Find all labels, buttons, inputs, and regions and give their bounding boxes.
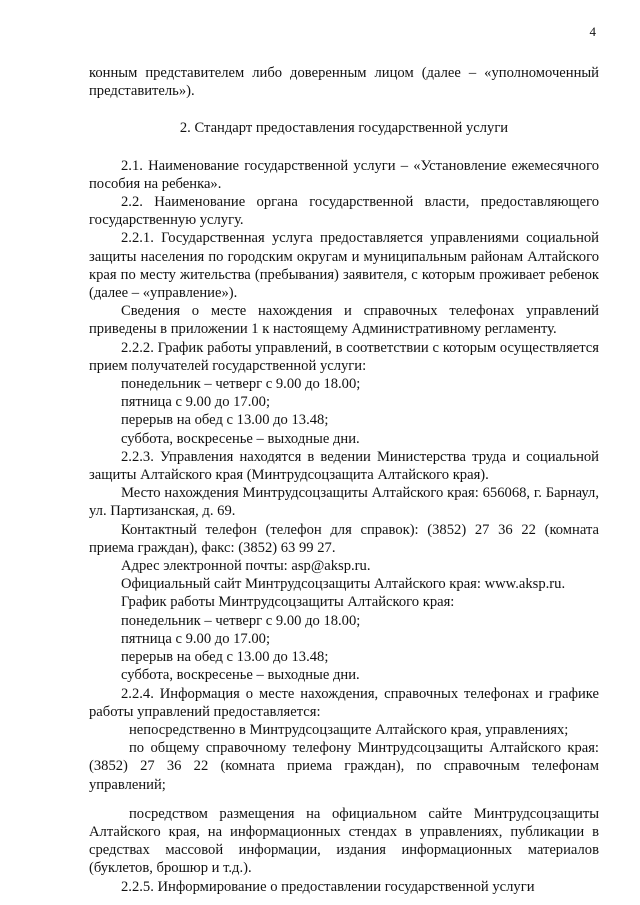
- schedule-line: суббота, воскресенье – выходные дни.: [121, 430, 360, 447]
- paragraph-2-2-3: 2.2.3. Управления находятся в ведении Министерства труда и социальной защиты Алтайского края (Минтрудсоцзащита Алтайского края).: [89, 448, 599, 484]
- schedule-line: пятница с 9.00 до 17.00;: [121, 394, 271, 411]
- page-number: 4: [589, 24, 596, 39]
- schedule-line: суббота, воскресенье – выходные дни.: [121, 667, 360, 684]
- paragraph-2-2-2: 2.2.2. График работы управлений, в соответствии с которым осуществляется прием получателей государственной услуги:: [89, 339, 599, 374]
- paragraph-2-1: 2.1. Наименование государственной услуги – «Установление ежемесячного пособия на ребенка».: [89, 157, 599, 192]
- paragraph-common-phone: по общему справочному телефону Минтрудсоцзащиты Алтайского края: (3852) 27 36 22 (комната приема граждан), по справочным телефонам управлений;: [89, 740, 599, 793]
- paragraph-email: Адрес электронной почты: asp@aksp.ru.: [121, 558, 371, 575]
- schedule-line: понедельник – четверг с 9.00 до 18.00;: [121, 612, 361, 629]
- paragraph-location: Место нахождения Минтрудсоцзащиты Алтайского края: 656068, г. Барнаул, ул. Партизанская, д. 69.: [89, 485, 599, 520]
- paragraph-phone: Контактный телефон (телефон для справок): (3852) 27 36 22 (комната приема граждан), факс: (3852) 63 99 27.: [89, 521, 599, 556]
- paragraph-2-2: 2.2. Наименование органа государственной власти, предоставляющего государственную услугу.: [89, 194, 599, 229]
- document-body: [89, 64, 599, 896]
- paragraph-2-2-5: 2.2.5. Информирование о предоставлении государственной услуги: [121, 878, 535, 895]
- paragraph-website: Официальный сайт Минтрудсоцзащиты Алтайского края: www.aksp.ru.: [121, 576, 566, 593]
- paragraph-direct: непосредственно в Минтрудсоцзащите Алтайского края, управлениях;: [129, 721, 569, 738]
- paragraph-2-2-4: 2.2.4. Информация о месте нахождения, справочных телефонах и графике работы управлений предоставляется:: [89, 685, 599, 720]
- paragraph-posting: посредством размещения на официальном сайте Минтрудсоцзащиты Алтайского края, на информационных стендах в управлениях, публикации в средствах массовой информации, издания информационных материалов (буклетов, брошюр и т.д.).: [89, 805, 599, 877]
- paragraph-intro: конным представителем либо доверенным лицом (далее – «уполномоченный представитель»).: [89, 65, 599, 100]
- paragraph-2-2-1: 2.2.1. Государственная услуга предоставляется управлениями социальной защиты населения по городским округам и муниципальным районам Алтайского края по месту жительства (пребывания) заявителя, с которым проживает ребенок (далее – «управление»).: [89, 230, 599, 302]
- schedule-line: перерыв на обед с 13.00 до 13.48;: [121, 649, 329, 666]
- schedule-line: перерыв на обед с 13.00 до 13.48;: [121, 412, 329, 429]
- paragraph-offices-info: Сведения о месте нахождения и справочных телефонах управлений приведены в приложении 1 к настоящему Административному регламенту.: [89, 303, 599, 338]
- schedule-line: понедельник – четверг с 9.00 до 18.00;: [121, 376, 361, 393]
- section-heading: 2. Стандарт предоставления государственной услуги: [179, 120, 509, 137]
- paragraph-ministry-schedule-title: График работы Минтрудсоцзащиты Алтайского края:: [121, 594, 455, 611]
- schedule-line: пятница с 9.00 до 17.00;: [121, 630, 271, 647]
